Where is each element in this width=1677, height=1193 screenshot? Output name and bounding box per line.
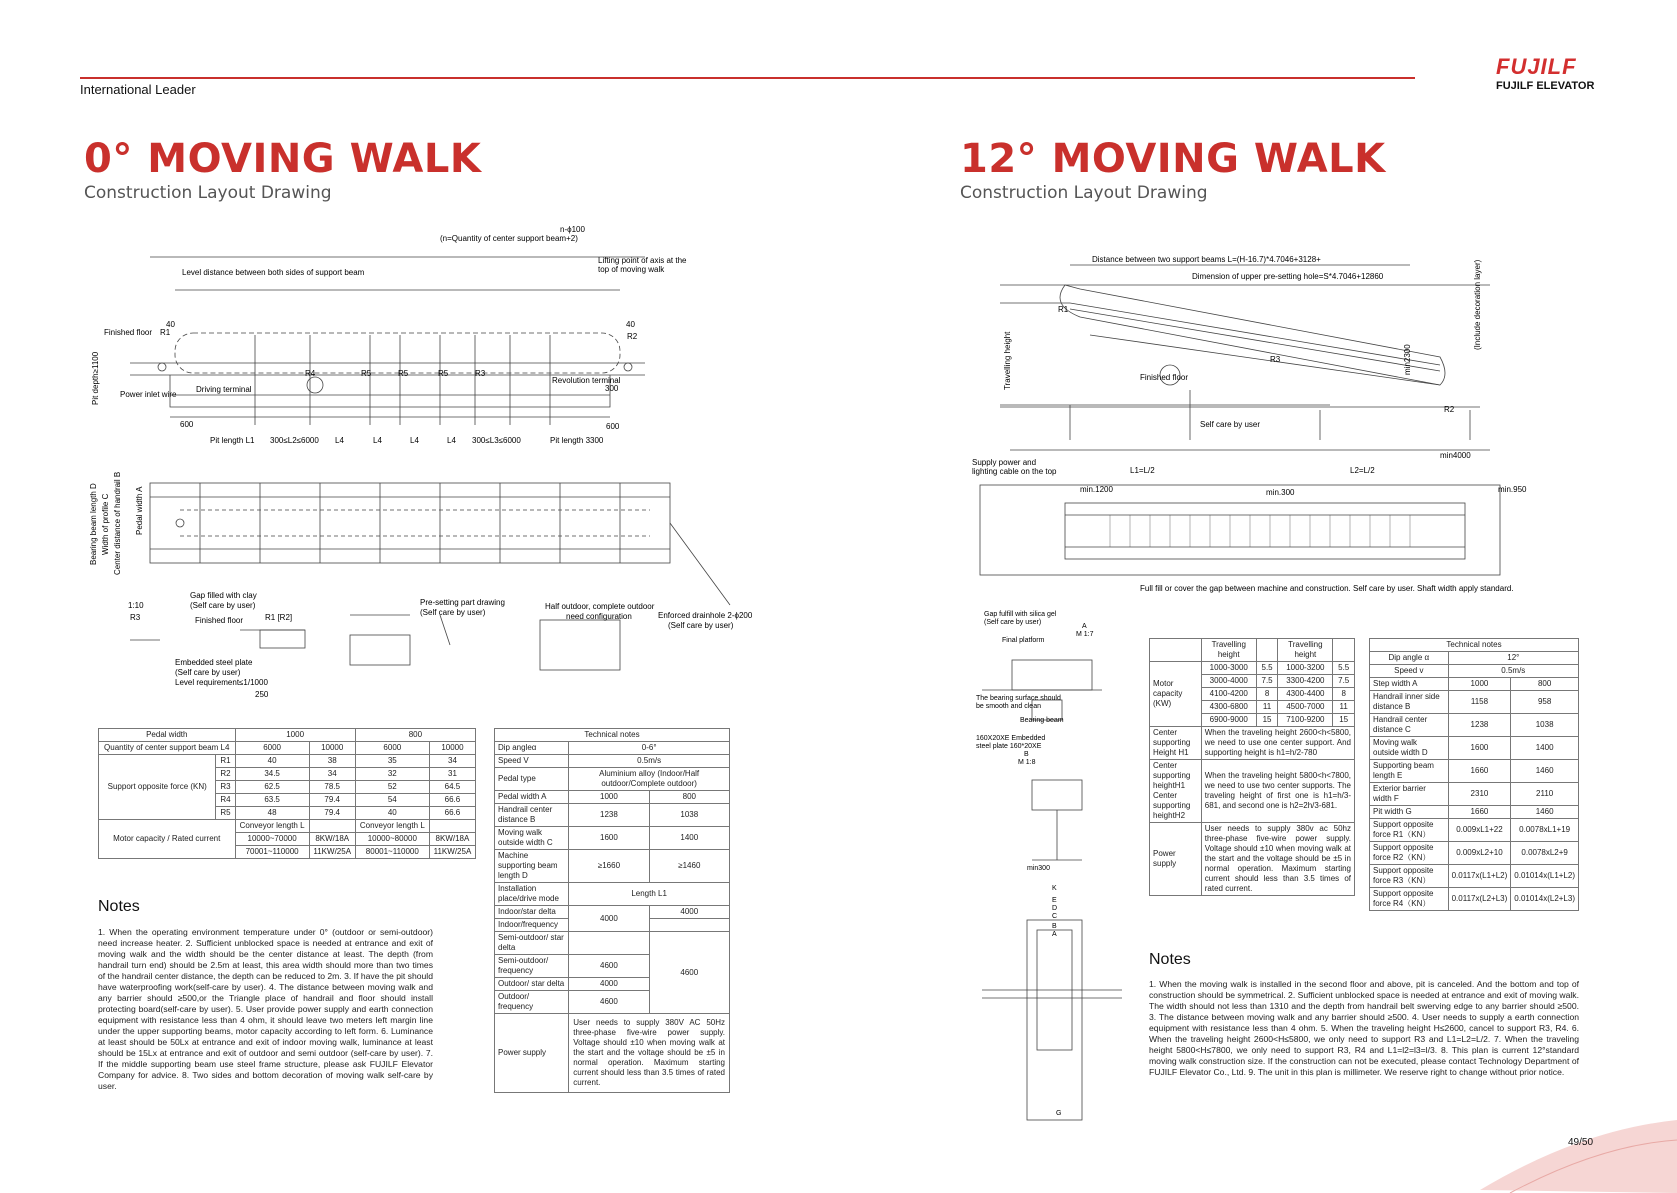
lbl-pit-l1: Pit length L1 [210,436,255,445]
lbl-40b: 40 [626,320,635,329]
lbl-pedal-w: Pedal width A [135,486,144,535]
lbl-power-inlet: Power inlet wire [120,390,177,399]
lbl-g: G [1056,1110,1062,1117]
lbl-ff-detail: Finished floor [195,616,244,625]
lbl-revolution: Revolution terminal [552,376,621,385]
right-title: 12° MOVING WALK [960,136,1386,182]
lbl-600b: 600 [606,422,620,431]
left-technical-table: Technical notes Dip angleα 0-6° Speed V 0.5m/s Pedal type Aluminium alloy (Indoor/Half outdoor/Complete outdoor) Pedal width A 1000 800 Handrail center distance B 1238 1038 Moving walk outside width C 1600 1400 Machine supporting beam length D ≥1660 ≥1460 Installation place/drive mode Length L1 Indoor/star delta 4000 4000 Indoor/frequency Semi-outdoor/ star delta 4600 Semi-outdoor/ frequency 4600 Outdoor/ star delta 4000 Outdoor/ frequency 4600 Power supply User needs to supply 380V AC 50Hz three-phase five-wire power supply. Voltage should ±10 when moving walk at the start and the voltage should be ±5 in normal operation. Maximum starting current should less than 3.5 times of rated current. [494,728,730,1093]
right-drawing-main [970,245,1590,635]
lbl-40a: 40 [166,320,175,329]
lbl-min2300: min2300 [1403,344,1412,375]
lbl-r1: R1 [160,328,171,337]
brand-logo: FUJILF [1496,54,1577,79]
left-title: 0° MOVING WALK [84,136,482,182]
lbl-self-r: Self care by user [1200,420,1261,429]
left-support-table: Pedal width 1000 800 Quantity of center support beam L4 6000 10000 6000 10000 Support opposite force (KN) R1 40 38 35 34 R2 34.5 34 32 31 R3 62.5 78.5 52 64.5 R4 63.5 79.4 54 66.6 R5 48 79.4 40 66.6 Motor capacity / Rated current Conveyor length L Conveyor length L 10000~70000 8KW/18A 10000~80000 8KW/18A 70001~110000 11KW/25A 80001~110000 11KW/25A [98,728,476,859]
lbl-e: E [1052,897,1057,904]
left-notes-title: Notes [98,898,140,915]
lbl-bb2: B [1052,923,1057,930]
brand-sub: FUJILF ELEVATOR [1496,80,1595,92]
lbl-m18: M 1:8 [1018,759,1036,766]
lbl-gap2-r: (Self care by user) [984,619,1042,626]
lbl-trav: Travelling height [1003,331,1012,390]
lbl-l4d: L4 [447,436,456,445]
lbl-emb2-r: steel plate 160*20XE [976,743,1042,750]
lbl-r2-r: R2 [1444,405,1455,414]
lbl-min1200: min.1200 [1080,485,1113,494]
lbl-c: C [1052,913,1058,920]
lbl-supply: Supply power and [972,458,1037,467]
left-subtitle: Construction Layout Drawing [84,183,332,203]
lbl-l4b: L4 [373,436,382,445]
lbl-m17: M 1:7 [1076,631,1094,638]
lbl-nq: (n=Quantity of center support beam+2) [440,234,578,243]
lbl-bs2: be smooth and clean [976,703,1041,710]
lbl-r5b: R5 [398,369,409,378]
lbl-driving: Driving terminal [196,385,252,394]
lbl-ff-r: Finished floor [1140,373,1189,382]
lbl-cable: lighting cable on the top [972,467,1057,476]
tagline: International Leader [80,82,196,97]
lbl-fill: Full fill or cover the gap between machine and construction. Self care by user. Shaft width apply standard. [1140,584,1514,593]
lbl-emb-r: 160X20XE Embedded [976,735,1046,742]
lbl-n: n-ϕ100 [560,225,585,234]
lbl-self-a: (Self care by user) [190,601,256,610]
lbl-min300: min.300 [1266,488,1295,497]
lbl-dim: Dimension of upper pre-setting hole=S*4.7046+12860 [1192,272,1384,281]
lbl-bs: The bearing surface should [976,695,1061,702]
lbl-drain: Enforced drainhole 2-ϕ200 [658,611,753,620]
lbl-l4c: L4 [410,436,419,445]
lbl-bb: Bearing beam [1020,717,1064,724]
lbl-final: Final platform [1002,637,1045,644]
lbl-min4000: min4000 [1440,451,1471,460]
page-number: 49/50 [1568,1137,1594,1148]
header-rule [80,77,1415,79]
lbl-250: 250 [255,690,269,699]
lbl-l3: 300≤L3≤6000 [472,436,521,445]
lbl-self-d: (Self care by user) [668,621,734,630]
lbl-r2: R2 [627,332,638,341]
lbl-r1r2: R1 [R2] [265,613,293,622]
lbl-emb: Embedded steel plate [175,658,253,667]
right-drawing-details [972,610,1132,1130]
lbl-l1-r: L1=L/2 [1130,466,1155,475]
right-motor-table: Travelling height Travelling height Motor capacity (KW) 1000-3000 5.5 1000-3200 5.5 3000-4000 7.5 3300-4200 7.5 4100-4200 8 4300-4400 8 4300-6800 11 4500-7000 11 6900-9000 15 7100-9200 15 Center supporting Height H1 When the traveling height 2600<h<5800, we need to use one center support. And supporting height is h1=h/2-780 Center supporting heightH1 Center supporting heightH2 When the traveling height 5800<h<7800, we need to use two center supports. The traveling height of first one is h1=h/3-681, and second one is h2=2h/3-681. Power supply User needs to supply 380v ac 50hz three-phase five-wire power supply. Voltage should ±10 when moving walk at the start and the voltage should be ±5 in normal operation. Maximum starting current should less than 3.5 times of rated current. [1149,638,1355,896]
lbl-bearing: Bearing beam length D [89,483,98,565]
lbl-l2: 300≤L2≤6000 [270,436,319,445]
left-drawing [89,225,760,699]
lbl-k: K [1052,885,1057,892]
lbl-lift2: top of moving walk [598,265,665,274]
lbl-r1-r: R1 [1058,305,1069,314]
lbl-pit-len: Pit length 3300 [550,436,604,445]
lbl-l2-r: L2=L/2 [1350,466,1375,475]
right-notes-title: Notes [1149,951,1191,968]
lbl-level: Level distance between both sides of support beam [182,268,365,277]
lbl-a-r: A [1082,623,1087,630]
lbl-d: D [1052,905,1058,912]
left-notes-text: 1. When the operating environment temperature under 0° (outdoor or semi-outdoor) need increase heater. 2. Sufficient unblocked space is needed at entrance and exit of moving walk and the width should be the center distance at least. The depth (from handrail turn end) should be 2.5m at least, this area width should more than two times of the handrail center distance, the depth can be reduced to 2m. 3. If have the pit should have waterproofing work(self-care by user). 4. The distance between moving walk and any barrier should ≥500,or the Triangle place of handrail and floor should install protecting board(self-care by user). 5. User provide power supply and earth connection equipment with resistance less than 4 ohm, it should leave two meters left margin line under the upper supporting beams, motor capacity according to left form. 6. Luminance at least should be 50Lx at entrance and exit of indoor moving walk, luminance at least should be 15Lx at entrance and exit of outdoor and semi outdoor (self-care by user). 7. If the middle supporting beam use steel frame structure, please ask FUJILF Elevator Company for advice. 8. Two sides and bottom decoration of moving walk self-care by user. [98,927,433,1091]
lbl-b-r: B [1024,751,1029,758]
lbl-r3-detail: R3 [130,613,141,622]
lbl-r3-r: R3 [1270,355,1281,364]
right-notes-text: 1. When the moving walk is installed in the second floor and above, pit is canceled. And the bottom and top of construction should be symmetrical. 2. Sufficient unblocked space is needed at entrance and exit of moving walk. The width should not less than 1310 and the depth from handrail belt swerving edge to any barrier should ≥500. 3. The distance between moving walk and any barrier should ≥500. 4. User needs to supply a earth connection equipment with resistance less than 4 ohm. 5. When the traveling height H≤2600, cancel to support R3, R4. 6. When the traveling height 2600<H≤5800, we only need to support R3 and L1=L2=L/2. 7. When the traveling height 5800<H≤7800, we only need to support R3, R4 and L1=l2=l3=l/3. 8. This plan is current 12°standard moving walk construction size. If the construction can not be executed, please contact Technology Department of FUJILF Elevator Co., Ltd. 9. The unit in this plan is millimeter. We reserve right to change without prior notice. [1149,979,1579,1077]
lbl-gap-r: Gap fulfill with silica gel [984,611,1057,618]
lbl-r4: R4 [305,369,316,378]
lbl-half: Half outdoor, complete outdoor [545,602,655,611]
lbl-pit: Pit depth≥1100 [91,351,100,405]
lbl-self-b: (Self care by user) [175,668,241,677]
lbl-300: 300 [605,384,619,393]
lbl-aa: A [1052,931,1057,938]
lbl-dist: Distance between two support beams L=(H-16.7)*4.7046+3128+ [1092,255,1321,264]
lbl-r5a: R5 [361,369,372,378]
lbl-need: need configuration [566,612,632,621]
lbl-lift1: Lifting point of axis at the [598,256,687,265]
lbl-r5c: R5 [438,369,449,378]
lbl-center-dist: Center distance of handrail B [113,471,122,575]
lbl-l4a: L4 [335,436,344,445]
lbl-self-c: (Self care by user) [420,608,486,617]
right-subtitle: Construction Layout Drawing [960,183,1208,203]
lbl-scale-a: 1:10 [128,601,144,610]
lbl-incl: (Include decoration layer) [1473,259,1482,350]
corner-swoosh [1480,1110,1677,1193]
lbl-gap: Gap filled with clay [190,591,257,600]
lbl-600a: 600 [180,420,194,429]
right-technical-table: Technical notes Dip angle α 12° Speed v 0.5m/s Step width A 1000 800 Handrail inner side distance B 1158 958 Handrail center distance C 1238 1038 Moving walk outside width D 1600 1400 Supporting beam length E 1660 1460 Exterior barrier width F 2310 2110 Pit width G 1660 1460 Support opposite force R1（KN） 0.009xL1+22 0.0078xL1+19 Support opposite force R2（KN） 0.009xL2+10 0.0078xL2+9 Support opposite force R3（KN） 0.0117x(L1+L2) 0.01014x(L1+L2) Support opposite force R4（KN） 0.0117x(L2+L3) 0.01014x(L2+L3) [1369,638,1579,911]
lbl-presetting: Pre-setting part drawing [420,598,505,607]
lbl-level-req: Level requirement≤1/1000 [175,678,268,687]
lbl-ff: Finished floor [104,328,153,337]
lbl-r3: R3 [475,369,486,378]
lbl-width-profile: Width of profile C [101,493,110,555]
lbl-min300b: min300 [1027,865,1050,872]
lbl-min950: min.950 [1498,485,1527,494]
